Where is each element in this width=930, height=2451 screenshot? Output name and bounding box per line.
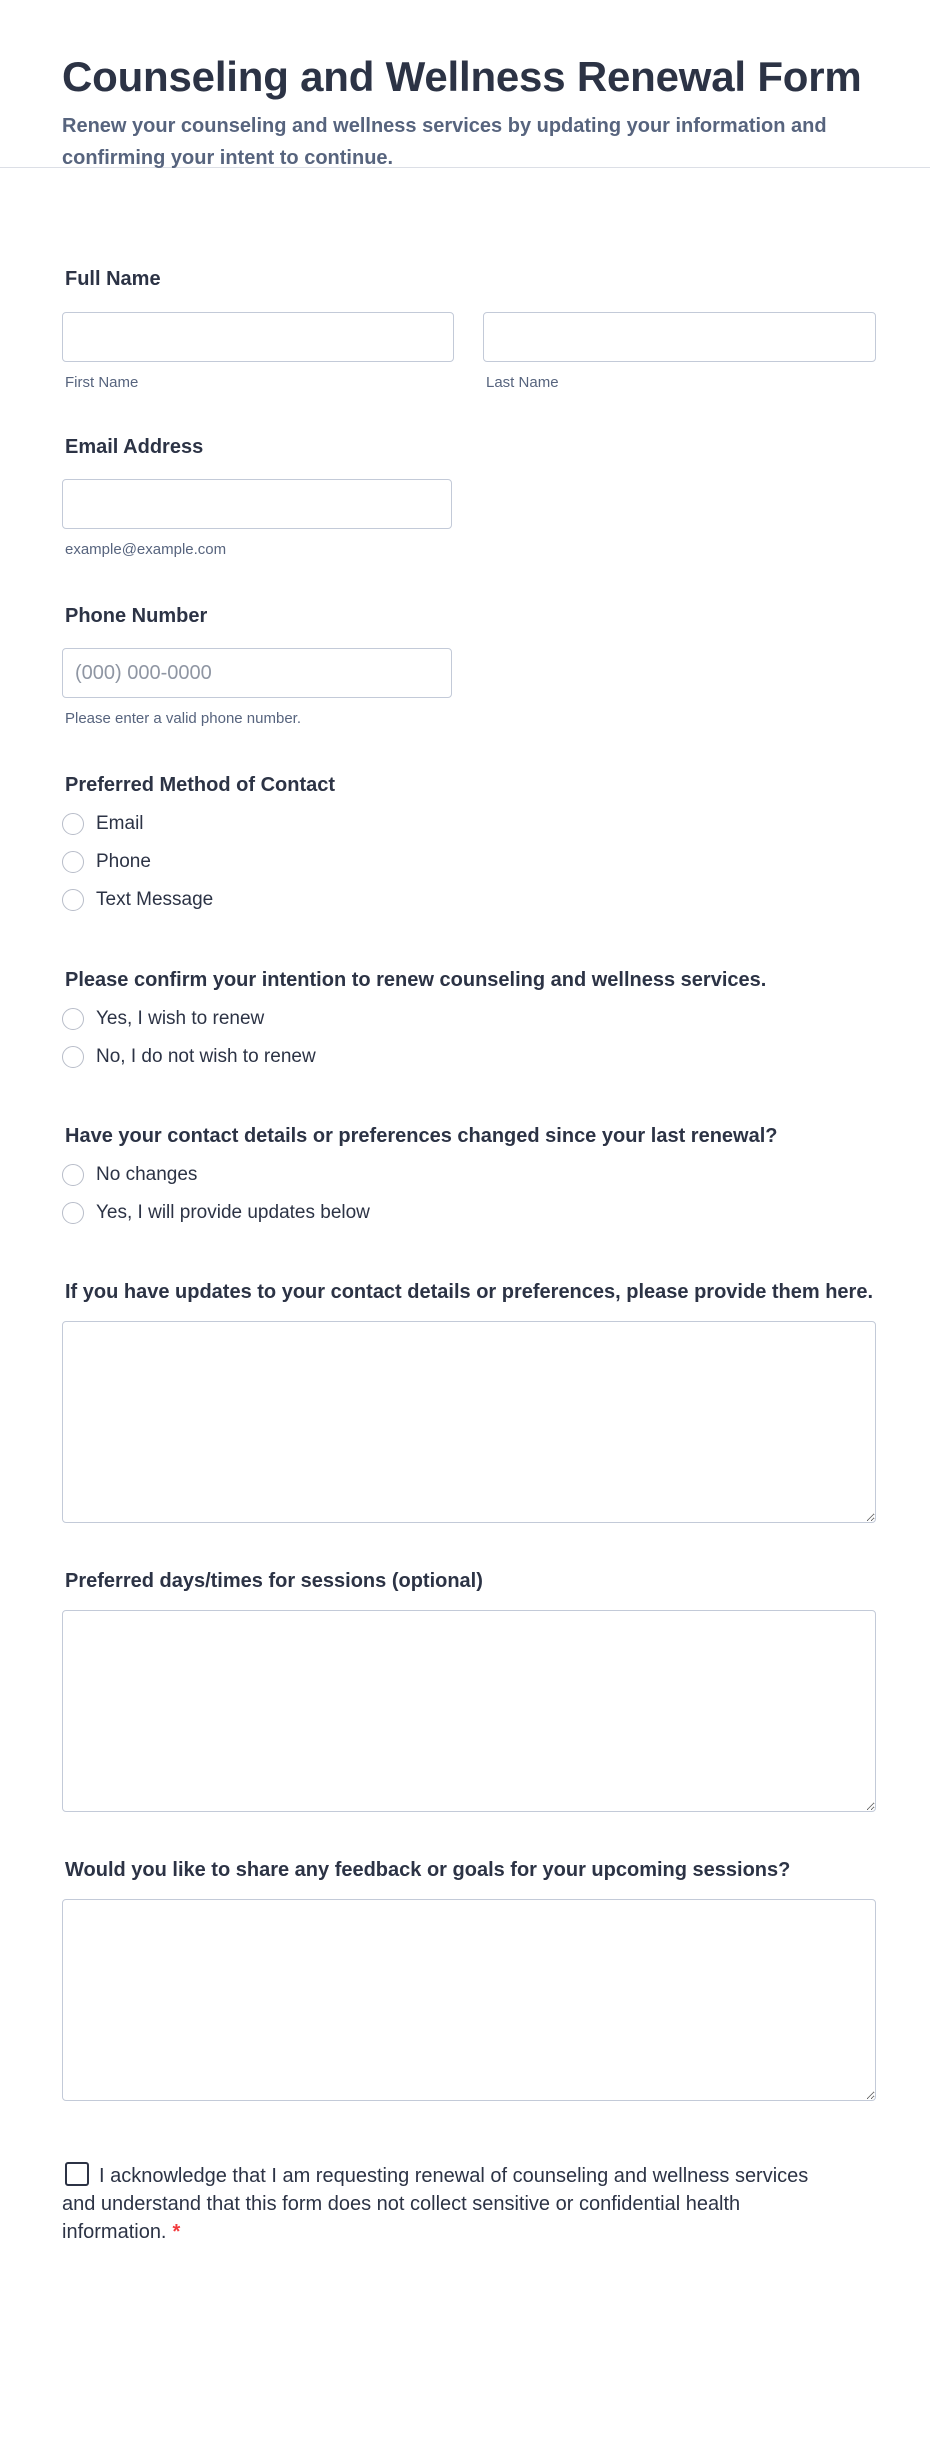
radio-label: No changes xyxy=(96,1164,198,1185)
phone-section xyxy=(62,605,452,727)
contact-method-options xyxy=(62,805,335,919)
phone-input[interactable] xyxy=(62,648,452,698)
details-option-no-changes[interactable] xyxy=(62,1156,777,1194)
radio-button[interactable] xyxy=(62,1164,84,1186)
renew-confirm-options xyxy=(62,1000,766,1076)
email-section xyxy=(62,436,452,558)
acknowledgement-checkbox[interactable] xyxy=(65,2162,89,2186)
preferred-times-section xyxy=(62,1570,876,1812)
page-title: Counseling and Wellness Renewal Form xyxy=(62,53,862,100)
details-option-updates[interactable] xyxy=(62,1194,777,1232)
updates-textarea[interactable] xyxy=(62,1321,876,1523)
acknowledgement-text: I acknowledge that I am requesting renewal of counseling and wellness services and understand that this form does not collect sensitive or confidential health information. xyxy=(62,2165,809,2243)
acknowledgement-row xyxy=(62,2162,822,2246)
renew-confirm-label: Please confirm your intention to renew counseling and wellness services. xyxy=(65,969,767,991)
radio-label: Yes, I will provide updates below xyxy=(96,1202,370,1223)
radio-label: Text Message xyxy=(96,889,214,910)
renew-option-no[interactable] xyxy=(62,1038,766,1076)
updates-section xyxy=(62,1281,876,1523)
renew-option-yes[interactable] xyxy=(62,1000,766,1038)
details-changed-section xyxy=(62,1125,777,1232)
contact-method-label: Preferred Method of Contact xyxy=(65,774,336,796)
feedback-section xyxy=(62,1859,876,2101)
radio-label: Phone xyxy=(96,851,151,872)
last-name-input[interactable] xyxy=(483,312,876,362)
radio-label: Yes, I wish to renew xyxy=(96,1008,265,1029)
radio-button[interactable] xyxy=(62,813,84,835)
preferred-times-textarea[interactable] xyxy=(62,1610,876,1812)
updates-label: If you have updates to your contact details or preferences, please provide them here. xyxy=(65,1281,874,1303)
radio-button[interactable] xyxy=(62,889,84,911)
radio-button[interactable] xyxy=(62,1046,84,1068)
acknowledgement-section xyxy=(62,2162,822,2246)
first-name-sublabel: First Name xyxy=(65,374,139,391)
contact-method-option-text[interactable] xyxy=(62,881,335,919)
full-name-section xyxy=(62,268,161,291)
first-name-group xyxy=(62,312,454,391)
radio-label: No, I do not wish to renew xyxy=(96,1046,316,1067)
phone-sublabel: Please enter a valid phone number. xyxy=(65,710,301,727)
contact-method-option-phone[interactable] xyxy=(62,843,335,881)
required-asterisk: * xyxy=(172,2221,181,2243)
email-label: Email Address xyxy=(65,436,204,458)
phone-label: Phone Number xyxy=(65,605,208,627)
radio-button[interactable] xyxy=(62,1008,84,1030)
last-name-group xyxy=(483,312,876,391)
radio-button[interactable] xyxy=(62,851,84,873)
contact-method-section xyxy=(62,774,335,919)
email-sublabel: example@example.com xyxy=(65,541,227,558)
email-input[interactable] xyxy=(62,479,452,529)
full-name-label: Full Name xyxy=(65,268,161,290)
details-changed-options xyxy=(62,1156,777,1232)
details-changed-label: Have your contact details or preferences changed since your last renewal? xyxy=(65,1125,778,1147)
renew-confirm-section xyxy=(62,969,766,1076)
first-name-input[interactable] xyxy=(62,312,454,362)
form-header xyxy=(0,0,930,168)
preferred-times-label: Preferred days/times for sessions (optional) xyxy=(65,1570,483,1592)
page-subtitle: Renew your counseling and wellness services by updating your information and confirming your intent to continue. xyxy=(62,115,827,169)
radio-label: Email xyxy=(96,813,144,834)
feedback-textarea[interactable] xyxy=(62,1899,876,2101)
feedback-label: Would you like to share any feedback or goals for your upcoming sessions? xyxy=(65,1859,791,1881)
contact-method-option-email[interactable] xyxy=(62,805,335,843)
last-name-sublabel: Last Name xyxy=(486,374,559,391)
radio-button[interactable] xyxy=(62,1202,84,1224)
